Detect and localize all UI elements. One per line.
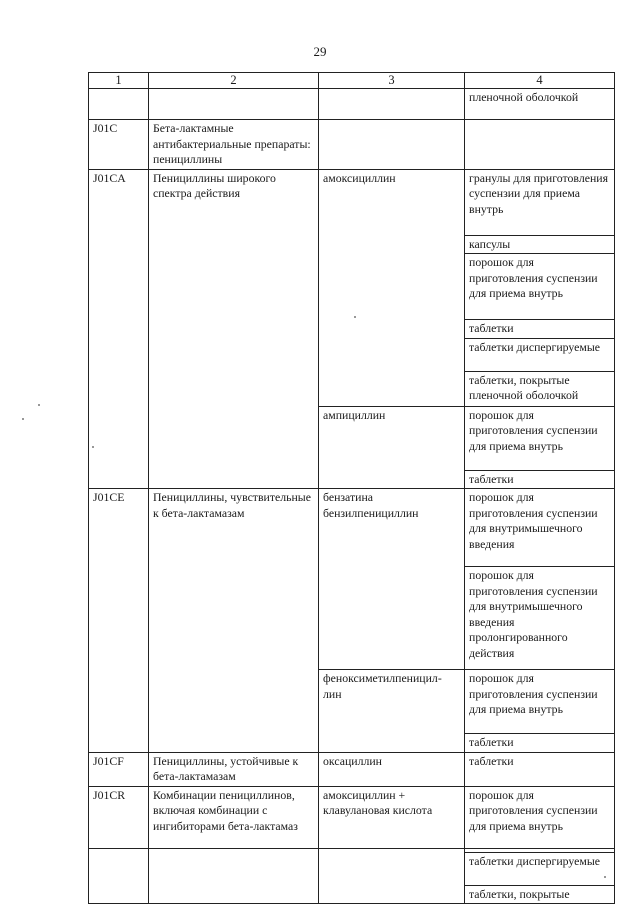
atc-code-cell: J01C [89,120,149,169]
scan-speck [604,876,606,878]
dosage-form: таблетки [469,753,514,768]
dosage-form: порошок для приготовления суспензии для внутримышечного введения [465,489,614,567]
dosage-forms-cell [465,170,615,406]
drug-row [319,787,615,904]
drug-list [319,489,615,752]
dosage-form: гранулы для приготовления суспензии для приема внутрь [465,170,614,236]
scan-speck [354,316,356,318]
dosage-forms-cell [465,120,615,169]
header-col-2: 2 [149,73,319,89]
dosage-forms-cell [465,670,615,752]
dosage-forms-cell [465,489,615,669]
group-row [89,489,615,753]
group-name-cell: Пенициллины широкого спектра действия [149,170,319,489]
header-col-4: 4 [465,73,615,89]
header-col-1: 1 [89,73,149,89]
dosage-form: таблетки [469,471,514,486]
drug-list [319,120,615,169]
dosage-form: порошок для приготовления суспензии для приема внутрь [465,254,614,320]
drug-classification-table [88,72,615,904]
atc-code-cell: J01CR [89,787,149,904]
scan-speck [22,418,24,420]
drug-name-cell: феноксиметилпеницил-лин [319,670,465,752]
group-row [89,753,615,787]
dosage-form: порошок для приготовления суспензии для внутримышечного введения пролонгированного действия [469,568,598,660]
group-name-cell: Бета-лактамные антибактериальные препараты: пенициллины [149,120,319,169]
group-row [89,787,615,905]
drug-list [319,170,615,489]
scan-speck [92,446,94,448]
drug-row [319,753,615,786]
drug-row [319,120,615,169]
dosage-form: таблетки [465,320,614,339]
scan-speck [38,404,40,406]
atc-code-cell: J01CF [89,753,149,786]
atc-code-cell: J01CA [89,170,149,489]
dosage-forms-cell [465,89,615,119]
drug-list [319,753,615,786]
group-row [89,89,615,120]
drug-row [319,489,615,670]
group-row [89,120,615,170]
drug-name-cell: бензатина бензилпенициллин [319,489,465,669]
page-number: 29 [313,44,327,59]
group-row [89,170,615,490]
dosage-form: капсулы [465,236,614,255]
dosage-forms-cell [465,753,615,786]
atc-code-cell [89,89,149,119]
dosage-form: порошок для приготовления суспензии для приема внутрь [465,670,614,734]
drug-name-cell [319,89,465,119]
drug-name-cell [319,120,465,169]
table-header-row [89,73,615,89]
dosage-form: пленочной оболочкой [469,90,579,104]
drug-row [319,407,615,489]
drug-row [319,670,615,752]
dosage-form: таблетки диспергируемые [465,339,614,372]
dosage-form [465,120,614,169]
drug-name-cell: оксациллин [319,753,465,786]
drug-list [319,89,615,119]
dosage-form: порошок для приготовления суспензии для приема внутрь [465,407,614,471]
drug-name-cell: амоксициллин + клавулановая кислота [319,787,465,904]
drug-row [319,89,615,119]
dosage-form: таблетки [469,735,514,749]
drug-list [319,787,615,904]
group-name-cell: Пенициллины, устойчивые к бета-лактамазам [149,753,319,786]
group-name-cell: Комбинации пенициллинов, включая комбинации с ингибиторами бета-лактамаз [149,787,319,904]
dosage-form: таблетки, покрытые [469,886,570,901]
dosage-form: таблетки, покрытые пленочной оболочкой [469,372,579,402]
dosage-form: порошок для приготовления суспензии для приема внутрь [465,787,614,853]
drug-name-cell: амоксициллин [319,170,465,406]
header-col-3: 3 [319,73,465,89]
dosage-form: таблетки диспергируемые [465,853,614,886]
atc-code-cell: J01CE [89,489,149,752]
group-name-cell: Пенициллины, чувствительные к бета-лактамазам [149,489,319,752]
table-bottom-border [88,848,614,849]
dosage-forms-cell [465,787,615,904]
dosage-forms-cell [465,407,615,489]
drug-row [319,170,615,407]
drug-name-cell: ампициллин [319,407,465,489]
group-name-cell [149,89,319,119]
